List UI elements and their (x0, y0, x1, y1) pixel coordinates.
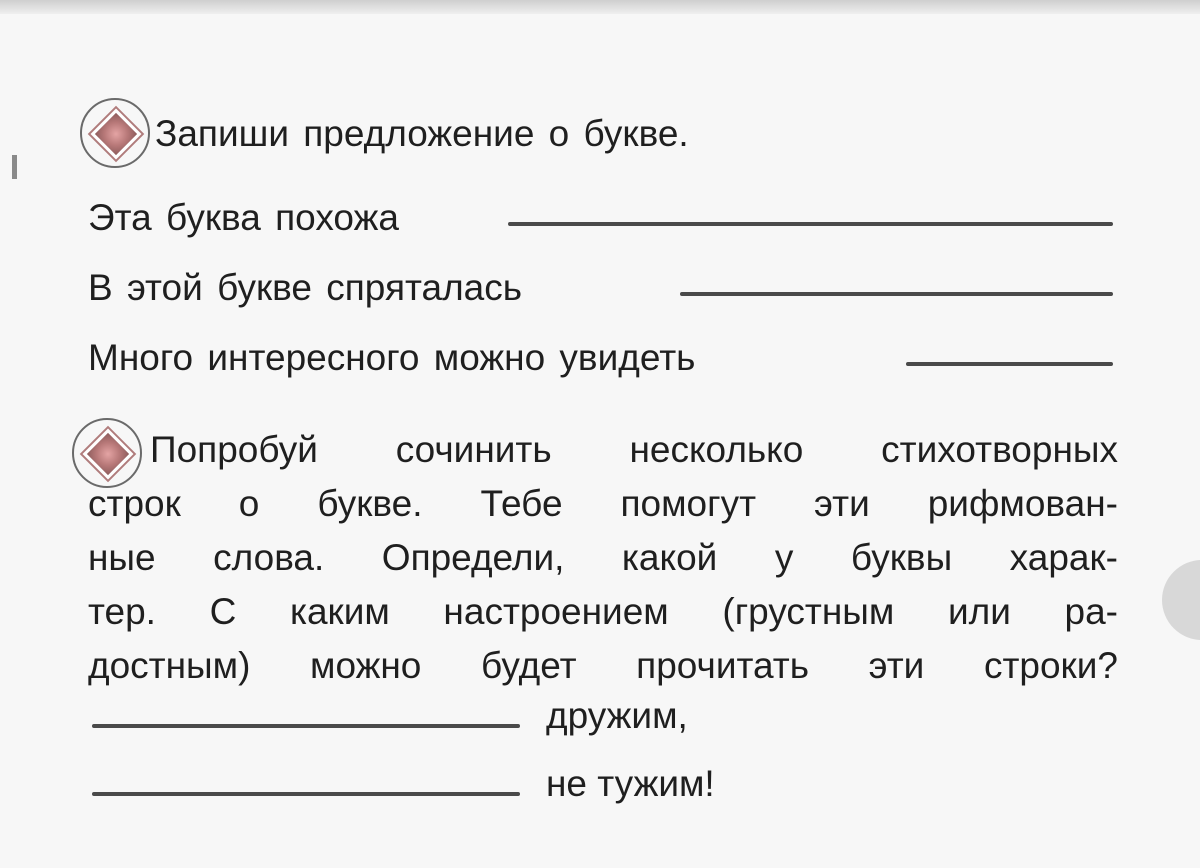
task2-line-2: строк о букве. Тебе помогут эти рифмован- (88, 483, 1118, 524)
task2-line-3: ные слова. Определи, какой у буквы харак- (88, 537, 1118, 578)
answer-line-2[interactable] (680, 292, 1113, 296)
task2-diamond-icon (72, 418, 142, 488)
margin-mark (12, 155, 17, 179)
rhyme-word-2: не тужим! (546, 763, 715, 804)
sentence-3: Много интересного можно увидеть (88, 337, 696, 378)
rhyme-answer-line-2[interactable] (92, 792, 520, 796)
edge-decoration (1162, 560, 1200, 640)
sentence-1: Эта буква похожа (88, 197, 399, 238)
task1-instruction: Запиши предложение о букве. (155, 113, 689, 154)
rhyme-answer-line-1[interactable] (92, 724, 520, 728)
task1-diamond-icon (80, 98, 150, 168)
rhyme-word-1: дружим, (546, 695, 688, 736)
sentence-2: В этой букве спряталась (88, 267, 523, 308)
answer-line-1[interactable] (508, 222, 1113, 226)
task2-line-4: тер. С каким настроением (грустным или ра- (88, 591, 1118, 632)
task2-line-1: Попробуй сочинить несколько стихотворных (150, 429, 1118, 470)
task2-line-5: достным) можно будет прочитать эти строки? (88, 645, 1118, 686)
answer-line-3[interactable] (906, 362, 1113, 366)
page-top-edge (0, 0, 1200, 14)
